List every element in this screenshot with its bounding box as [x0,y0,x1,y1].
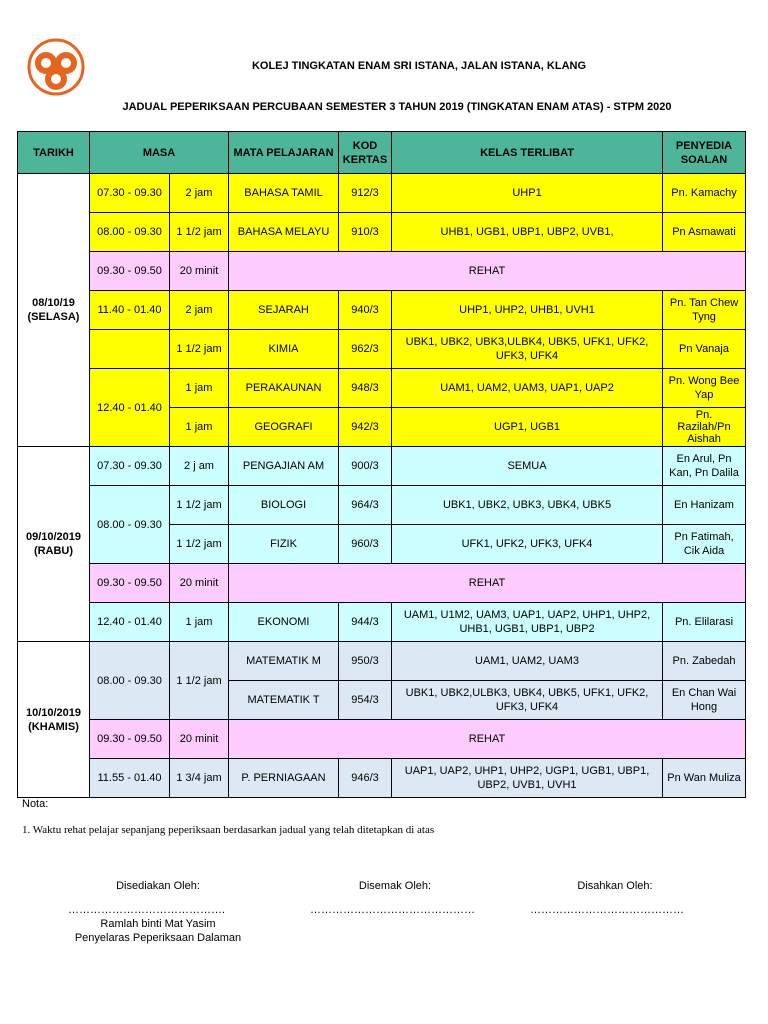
subject-cell: KIMIA [229,330,339,369]
subject-cell: MATEMATIK T [229,681,339,720]
preparer-name: Ramlah binti Mat Yasim [100,918,216,930]
code-cell: 954/3 [339,681,392,720]
subject-cell: SEJARAH [229,291,339,330]
setter-cell: Pn Vanaja [663,330,746,369]
signature-line-3: …………………………………… [530,904,684,916]
time-cell: 11.55 - 01.40 [90,759,170,798]
code-cell: 962/3 [339,330,392,369]
duration-cell: 1 3/4 jam [170,759,229,798]
signature-line-1: ……………………………………. [68,904,226,916]
setter-cell: Pn Asmawati [663,213,746,252]
duration-cell: 1 1/2 jam [170,330,229,369]
time-cell: 08.00 - 09.30 [90,213,170,252]
subject-cell: PERAKAUNAN [229,369,339,408]
time-cell: 12.40 - 01.40 [90,369,170,447]
setter-cell: En Arul, Pn Kan, Pn Dalila [663,447,746,486]
classes-cell: UGP1, UGB1 [392,408,663,447]
setter-cell: Pn. Elilarasi [663,603,746,642]
time-cell: 11.40 - 01.40 [90,291,170,330]
duration-cell: 20 minit [170,252,229,291]
table-row [18,213,746,252]
duration-cell: 1 1/2 jam [170,213,229,252]
checked-by-label: Disemak Oleh: [358,880,432,892]
code-cell: 900/3 [339,447,392,486]
duration-cell: 20 minit [170,720,229,759]
classes-cell: UBK1, UBK2,ULBK3, UBK4, UBK5, UFK1, UFK2, UFK3, UFK4 [392,681,663,720]
subject-cell: EKONOMI [229,603,339,642]
setter-cell: Pn. Zabedah [663,642,746,681]
duration-cell: 20 minit [170,564,229,603]
time-cell: 09.30 - 09.50 [90,720,170,759]
code-cell: 910/3 [339,213,392,252]
classes-cell: UHB1, UGB1, UBP1, UBP2, UVB1, [392,213,663,252]
duration-cell: 1 1/2 jam [170,486,229,525]
classes-cell: UBK1, UBK2, UBK3,ULBK4, UBK5, UFK1, UFK2, UFK3, UFK4 [392,330,663,369]
table-row [18,447,746,486]
setter-cell: Pn. Kamachy [663,174,746,213]
subject-cell: BIOLOGI [229,486,339,525]
note-item-1: 1. Waktu rehat pelajar sepanjang peperiksaan berdasarkan jadual yang telah ditetapkan di atas [22,824,435,836]
date-cell-day1: 08/10/19 (SELASA) [18,174,90,447]
col-mata-pelajaran: MATA PELAJARAN [229,132,339,174]
code-cell: 946/3 [339,759,392,798]
exam-schedule-table [17,131,746,798]
code-cell: 960/3 [339,525,392,564]
code-cell: 948/3 [339,369,392,408]
col-kelas-terlibat: KELAS TERLIBAT [392,132,663,174]
setter-cell: Pn. Razilah/Pn Aishah [663,408,746,447]
duration-cell: 1 jam [170,408,229,447]
table-row [18,369,746,408]
subject-cell: PENGAJIAN AM [229,447,339,486]
code-cell: 912/3 [339,174,392,213]
setter-cell: Pn. Wong Bee Yap [663,369,746,408]
code-cell: 964/3 [339,486,392,525]
table-row [18,720,746,759]
table-row [18,330,746,369]
school-name: KOLEJ TINGKATAN ENAM SRI ISTANA, JALAN ISTANA, KLANG [251,60,587,72]
code-cell: 942/3 [339,408,392,447]
classes-cell: UAP1, UAP2, UHP1, UHP2, UGP1, UGB1, UBP1, UBP2, UVB1, UVH1 [392,759,663,798]
table-row [18,564,746,603]
subject-cell: BAHASA MELAYU [229,213,339,252]
table-row [18,174,746,213]
table-row [18,759,746,798]
duration-cell: 1 jam [170,603,229,642]
classes-cell: UFK1, UFK2, UFK3, UFK4 [392,525,663,564]
signature-line-2: ……………………………………… [310,904,475,916]
setter-cell: Pn Fatimah, Cik Aida [663,525,746,564]
setter-cell: Pn Wan Muliza [663,759,746,798]
duration-cell: 1 jam [170,369,229,408]
subject-cell: BAHASA TAMIL [229,174,339,213]
table-header-row [18,132,746,174]
classes-cell: UHP1 [392,174,663,213]
table-row [18,603,746,642]
time-cell: 08.00 - 09.30 [90,642,170,720]
time-cell: 07.30 - 09.30 [90,447,170,486]
date-cell-day3: 10/10/2019 (KHAMIS) [18,642,90,798]
subject-cell: GEOGRAFI [229,408,339,447]
time-cell: 09.30 - 09.50 [90,252,170,291]
setter-cell: En Chan Wai Hong [663,681,746,720]
classes-cell: UBK1, UBK2, UBK3, UBK4, UBK5 [392,486,663,525]
classes-cell: UAM1, UAM2, UAM3, UAP1, UAP2 [392,369,663,408]
time-cell [90,330,170,369]
prepared-by-label: Disediakan Oleh: [116,880,200,892]
setter-cell: En Hanizam [663,486,746,525]
date-cell-day2: 09/10/2019 (RABU) [18,447,90,642]
table-row [18,642,746,681]
classes-cell: UAM1, U1M2, UAM3, UAP1, UAP2, UHP1, UHP2, UHB1, UGB1, UBP1, UBP2 [392,603,663,642]
classes-cell: UAM1, UAM2, UAM3 [392,642,663,681]
col-kod-kertas: KOD KERTAS [339,132,392,174]
code-cell: 940/3 [339,291,392,330]
setter-cell: Pn. Tan Chew Tyng [663,291,746,330]
notes-label: Nota: [22,798,49,810]
time-cell: 09.30 - 09.50 [90,564,170,603]
duration-cell: 1 1/2 jam [170,525,229,564]
classes-cell: SEMUA [392,447,663,486]
code-cell: 944/3 [339,603,392,642]
page-title: JADUAL PEPERIKSAAN PERCUBAAN SEMESTER 3 TAHUN 2019 (TINGKATAN ENAM ATAS) - STPM 2020 [122,101,672,113]
time-cell: 08.00 - 09.30 [90,486,170,564]
col-penyedia-soalan: PENYEDIA SOALAN [663,132,746,174]
subject-cell: P. PERNIAGAAN [229,759,339,798]
duration-cell: 2 jam [170,174,229,213]
rehat-cell: REHAT [229,252,746,291]
approved-by-label: Disahkan Oleh: [577,880,653,892]
code-cell: 950/3 [339,642,392,681]
col-masa: MASA [90,132,229,174]
preparer-position: Penyelaras Peperiksaan Dalaman [74,932,242,944]
rehat-cell: REHAT [229,564,746,603]
classes-cell: UHP1, UHP2, UHB1, UVH1 [392,291,663,330]
col-tarikh: TARIKH [18,132,90,174]
time-cell: 07.30 - 09.30 [90,174,170,213]
table-row [18,486,746,525]
duration-cell: 1 1/2 jam [170,642,229,720]
time-cell: 12.40 - 01.40 [90,603,170,642]
duration-cell: 2 jam [170,291,229,330]
duration-cell: 2 j am [170,447,229,486]
subject-cell: MATEMATIK M [229,642,339,681]
table-row [18,252,746,291]
table-row [18,291,746,330]
rehat-cell: REHAT [229,720,746,759]
subject-cell: FIZIK [229,525,339,564]
